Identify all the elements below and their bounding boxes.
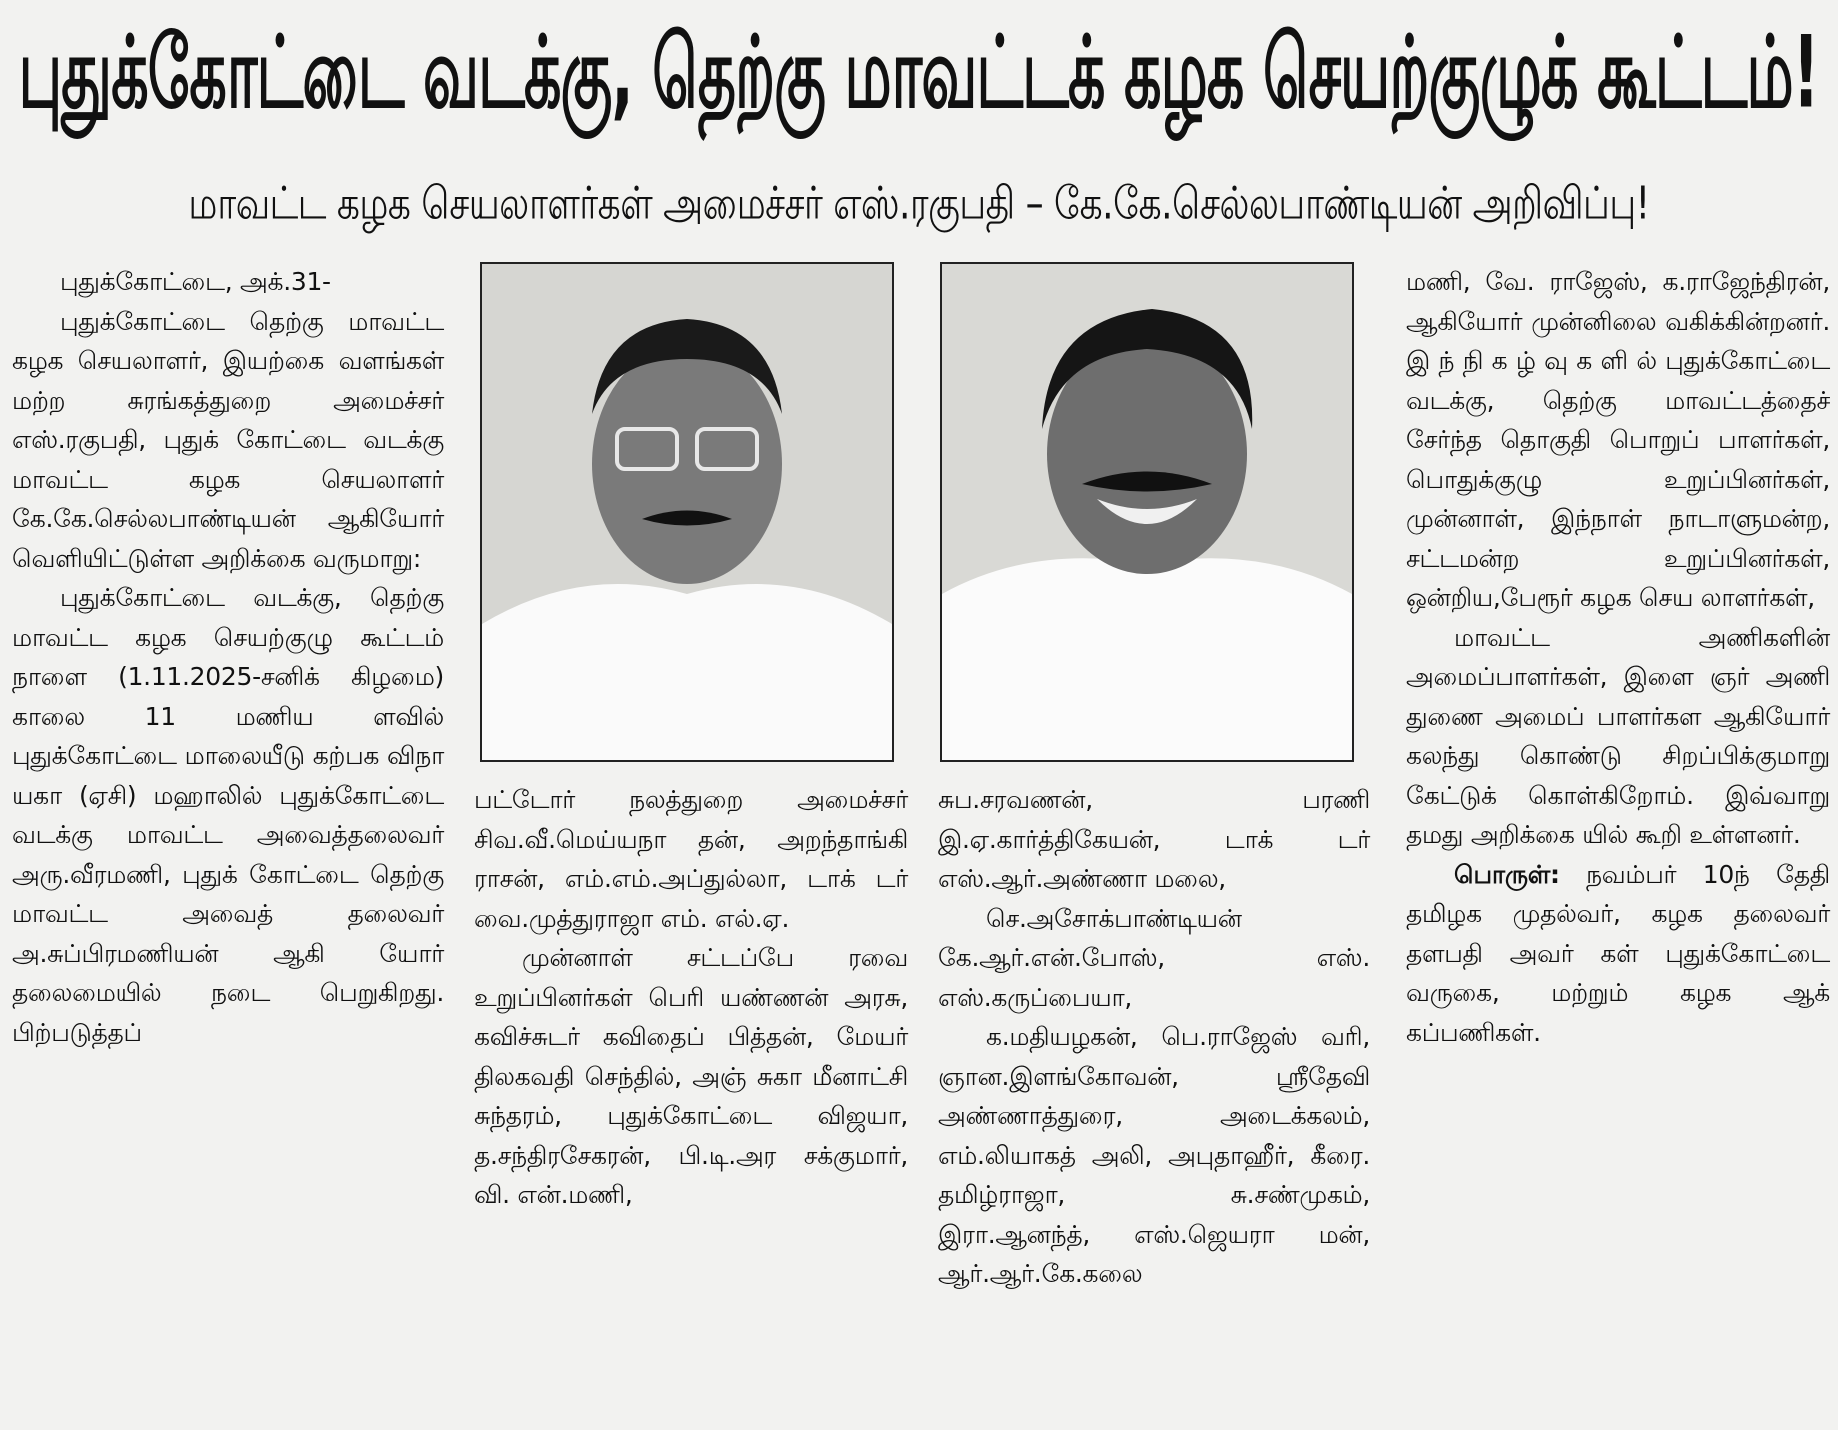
article-column-2 [474, 780, 908, 1215]
portrait-photo-1 [480, 262, 894, 762]
paragraph: புதுக்கோட்டை வடக்கு, தெற்கு மாவட்ட கழக செயற்குழு கூட்டம் நாளை (1.11.2025-சனிக் கிழமை) காலை 11 மணிய ளவில் புதுக்கோட்டை மாலையீடு கற்பக விநா யகா (ஏசி) மஹாலில் புதுக்கோட்டை வடக்கு மாவட்ட அவைத்தலைவர் அரு.வீரமணி, புதுக் கோட்டை தெற்கு மாவட்ட அவைத் தலைவர் அ.சுப்பிரமணியன் ஆகி யோர் தலைமையில் நடை பெறுகிறது. பிற்படுத்தப் [12, 583, 444, 1047]
headline: புதுக்கோட்டை வடக்கு, தெற்கு மாவட்டக் கழக செயற்குழுக் கூட்டம்! [19, 16, 1819, 132]
paragraph: செ.அசோக்பாண்டியன் கே.ஆர்.என்.போஸ், எஸ். எஸ்.கருப்பையா, [938, 903, 1370, 1012]
paragraph: க.மதியழகன், பெ.ராஜேஸ் வரி, ஞான.இளங்கோவன், ஸ்ரீதேவி அண்ணாத்துரை, அடைக்கலம், எம்.லியாகத் அலி, அபுதாஹீர், கீரை. தமிழ்ராஜா, சு.சண்முகம், இரா.ஆனந்த், எஸ்.ஜெயரா மன், ஆர்.ஆர்.கே.கலை [938, 1022, 1370, 1288]
paragraph: புதுக்கோட்டை தெற்கு மாவட்ட கழக செயலாளர், இயற்கை வளங்கள் மற்ற சுரங்கத்துறை அமைச்சர் எஸ்.ரகுபதி, புதுக் கோட்டை வடக்கு மாவட்ட கழக செயலாளர் கே.கே.செல்லபாண்டியன் ஆகியோர் வெளியிட்டுள்ள அறிக்கை வருமாறு: [12, 306, 444, 573]
paragraph: சுப.சரவணன், பரணி இ.ஏ.கார்த்திகேயன், டாக் டர் எஸ்.ஆர்.அண்ணா மலை, [938, 785, 1370, 893]
article-column-1 [12, 262, 444, 1052]
subject-label: பொருள்: [1454, 859, 1560, 889]
paragraph: மாவட்ட அணிகளின் அமைப்பாளர்கள், இளை ஞர் அணி துணை அமைப் பாளர்கள ஆகியோர் கலந்து கொண்டு சிறப்பிக்குமாறு கேட்டுக் கொள்கிறோம். இவ்வாறு தமது அறிக்கை யில் கூறி உள்ளனர். [1406, 622, 1830, 849]
paragraph: முன்னாள் சட்டப்பே ரவை உறுப்பினர்கள் பெரி யண்ணன் அரசு, கவிச்சுடர் கவிதைப் பித்தன், மேயர் திலகவதி செந்தில், அஞ் சுகா மீனாட்சி சுந்தரம், புதுக்கோட்டை விஜயா, த.சந்திரசேகரன், பி.டி.அர சக்குமார், வி. என்.மணி, [474, 943, 908, 1209]
article-column-3 [938, 780, 1370, 1294]
paragraph: மணி, வே. ராஜேஸ், க.ராஜேந்திரன், ஆகியோர் முன்னிலை வகிக்கின்றனர். இ ந் நி க ழ் வு க ளி ல் புதுக்கோட்டை வடக்கு, தெற்கு மாவட்டத்தைச் சேர்ந்த தொகுதி பொறுப் பாளர்கள், பொதுக்குழு உறுப்பினர்கள், முன்னாள், இந்நாள் நாடாளுமன்ற, சட்டமன்ற உறுப்பினர்கள், ஒன்றிய,பேரூர் கழக செய லாளர்கள், [1406, 267, 1830, 612]
paragraph: பட்டோர் நலத்துறை அமைச்சர் சிவ.வீ.மெய்யநா தன், அறந்தாங்கி ராசன், எம்.எம்.அப்துல்லா, டாக் டர் வை.முத்துராஜா எம். எல்.ஏ. [474, 785, 908, 933]
subheadline: மாவட்ட கழக செயலாளர்கள் அமைச்சர் எஸ்.ரகுபதி – கே.கே.செல்லபாண்டியன் அறிவிப்பு! [188, 178, 1650, 230]
article-column-4 [1406, 262, 1830, 1052]
subject-paragraph [1406, 855, 1830, 1053]
portrait-photo-2 [940, 262, 1354, 762]
subject-text: நவம்பர் 10ந் தேதி தமிழக முதல்வர், கழக தலைவர் தளபதி அவர் கள் புதுக்கோட்டை வருகை, மற்றும் கழக ஆக் கப்பணிகள். [1406, 859, 1830, 1047]
dateline: புதுக்கோட்டை, அக்.31- [60, 267, 331, 296]
